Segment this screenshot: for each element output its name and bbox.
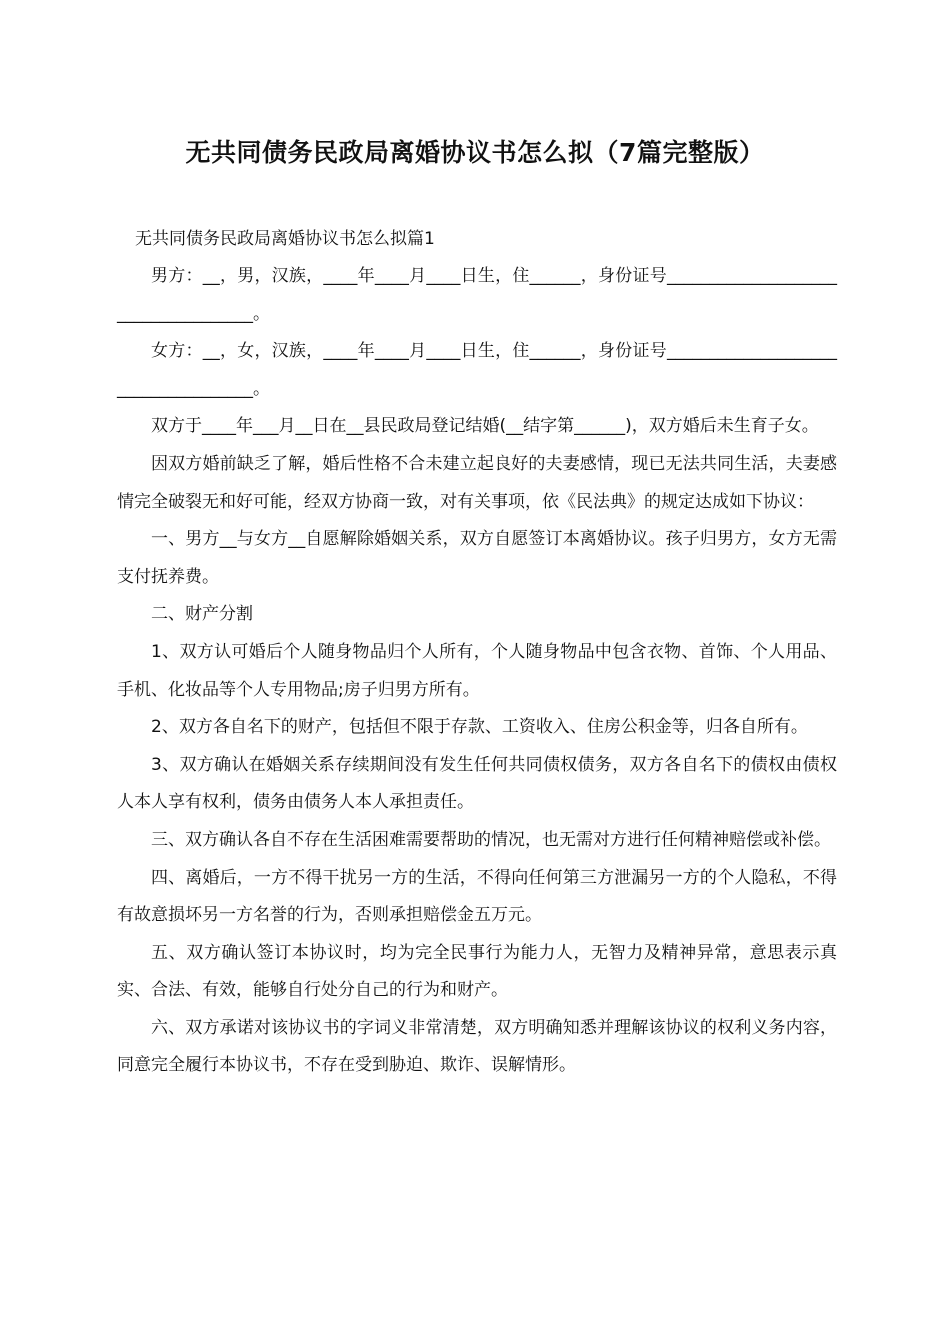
document-body <box>117 258 837 1085</box>
section-heading: 无共同债务民政局离婚协议书怎么拟篇1 <box>135 229 435 249</box>
paragraph-clause-2-item-1: 1、双方认可婚后个人随身物品归个人所有，个人随身物品中包含衣物、首饰、个人用品、手机、化妆品等个人专用物品;房子归男方所有。 <box>117 641 837 700</box>
paragraph-female-party: 女方：__，女，汉族，____年____月____日生，住______，身份证号____________________________________。 <box>117 341 837 399</box>
paragraph-marriage-registration: 双方于____年___月__日在__县民政局登记结婚(__结字第______)，双方婚后未生育子女。 <box>151 416 819 437</box>
paragraph-clause-2-heading: 二、财产分割 <box>151 604 253 625</box>
paragraph-clause-6: 六、双方承诺对该协议书的字词义非常清楚，双方明确知悉并理解该协议的权利义务内容，同意完全履行本协议书，不存在受到胁迫、欺诈、误解情形。 <box>117 1017 837 1076</box>
paragraph-clause-4: 四、离婚后，一方不得干扰另一方的生活，不得向任何第三方泄漏另一方的个人隐私，不得有故意损坏另一方名誉的行为，否则承担赔偿金五万元。 <box>117 867 837 926</box>
document-title: 无共同债务民政局离婚协议书怎么拟（7篇完整版） <box>185 138 765 167</box>
paragraph-reason: 因双方婚前缺乏了解，婚后性格不合未建立起良好的夫妻感情，现已无法共同生活，夫妻感情完全破裂无和好可能，经双方协商一致，对有关事项，依《民法典》的规定达成如下协议： <box>117 453 837 512</box>
paragraph-clause-2-item-2: 2、双方各自名下的财产，包括但不限于存款、工资收入、住房公积金等，归各自所有。 <box>151 717 808 738</box>
paragraph-clause-5: 五、双方确认签订本协议时，均为完全民事行为能力人，无智力及精神异常，意思表示真实、合法、有效，能够自行处分自己的行为和财产。 <box>117 942 837 1001</box>
paragraph-clause-2-item-3: 3、双方确认在婚姻关系存续期间没有发生任何共同债权债务，双方各自名下的债权由债权人本人享有权利，债务由债务人本人承担责任。 <box>117 754 837 813</box>
paragraph-clause-3: 三、双方确认各自不存在生活困难需要帮助的情况，也无需对方进行任何精神赔偿或补偿。 <box>151 829 831 850</box>
paragraph-clause-1: 一、男方__与女方__自愿解除婚姻关系，双方自愿签订本离婚协议。孩子归男方，女方无需支付抚养费。 <box>117 529 837 587</box>
paragraph-male-party: 男方：__，男，汉族，____年____月____日生，住______，身份证号____________________________________。 <box>117 266 837 324</box>
